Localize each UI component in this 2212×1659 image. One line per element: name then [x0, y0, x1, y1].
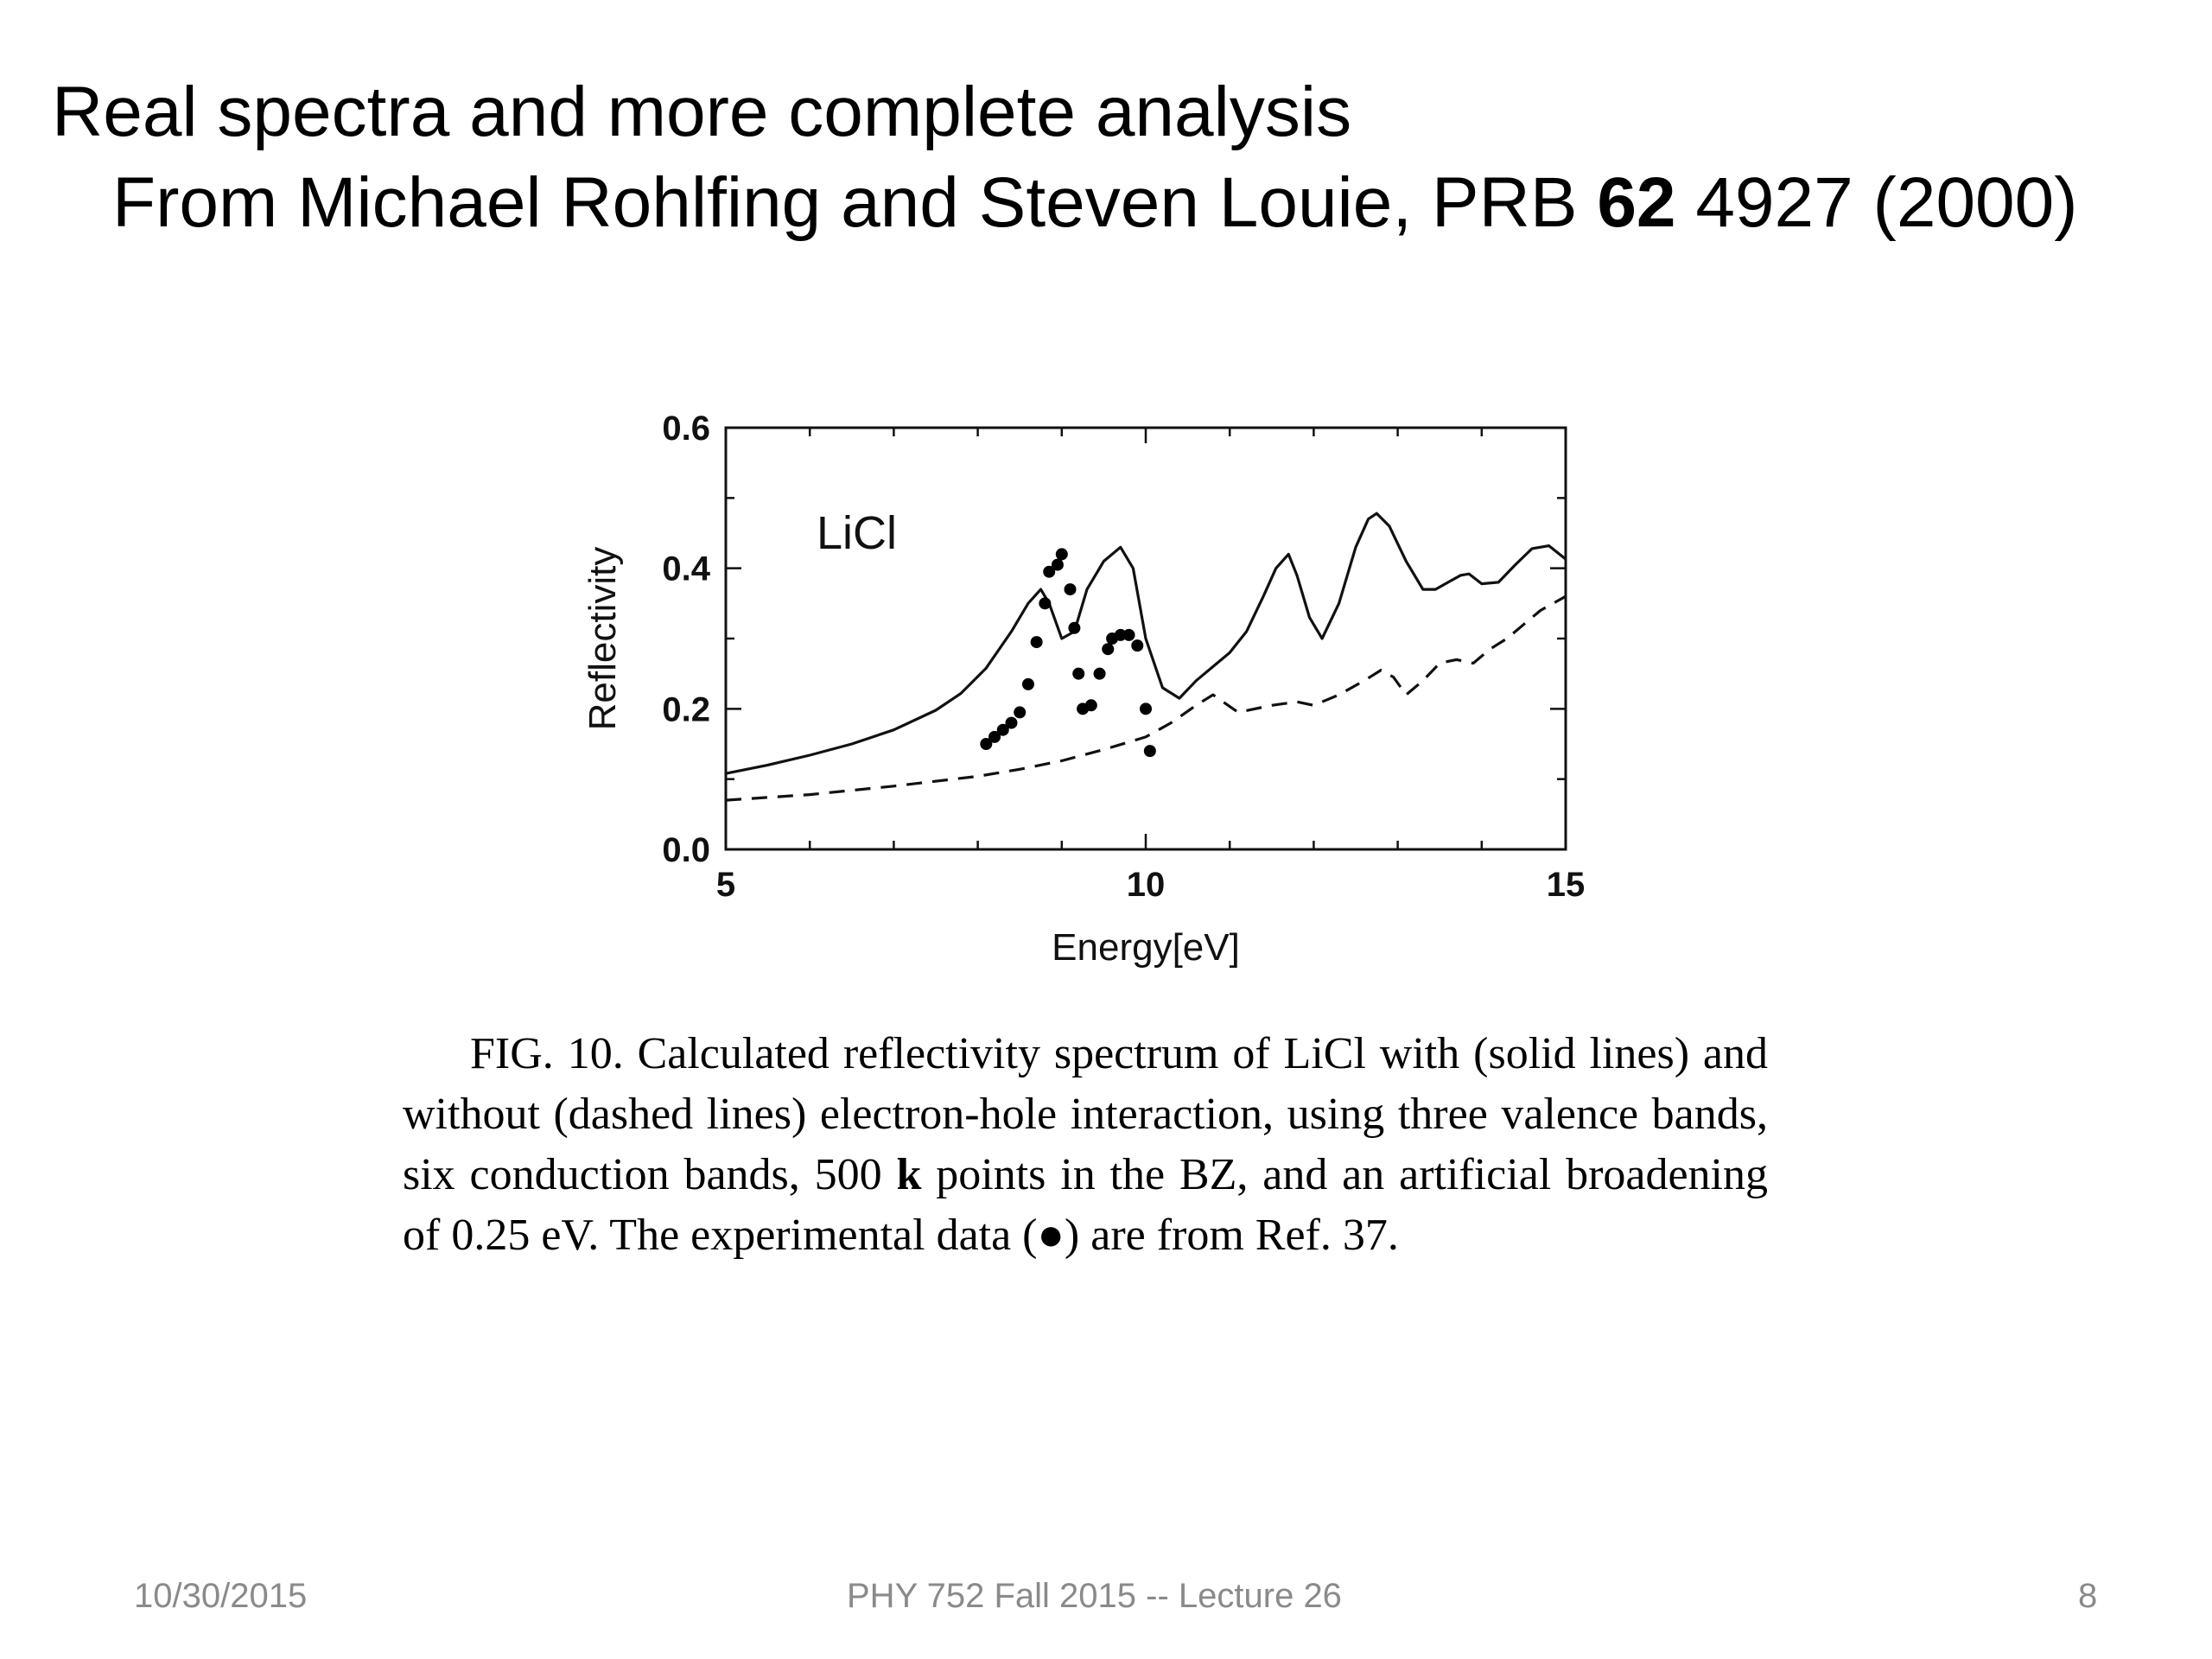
experimental-data-point: [1144, 745, 1156, 757]
y-tick-label: 0.4: [662, 550, 710, 588]
y-tick-label: 0.0: [662, 831, 710, 869]
experimental-data-point: [1005, 717, 1017, 729]
solid-series-line: [726, 513, 1566, 773]
experimental-data-point: [1085, 699, 1097, 711]
x-tick-label: 10: [1126, 866, 1166, 904]
experimental-data-point: [1115, 629, 1127, 641]
experimental-data-point: [1102, 643, 1114, 655]
caption-bold-k: k: [896, 1150, 922, 1199]
material-label: LiCl: [817, 507, 898, 559]
caption-text-3: ) are from Ref. 37.: [1064, 1211, 1399, 1260]
footer-course: PHY 752 Fall 2015 -- Lecture 26: [847, 1577, 1342, 1615]
experimental-data-point: [997, 724, 1009, 736]
footer-page-number: 8: [2078, 1577, 2098, 1615]
experimental-data-point: [1056, 548, 1068, 560]
slide-title-line1: Real spectra and more complete analysis: [52, 73, 1352, 151]
y-tick-label: 0.2: [662, 690, 710, 729]
experimental-data-point: [1072, 668, 1084, 680]
figure-caption: [403, 1024, 1768, 1266]
caption-marker: ●: [1037, 1211, 1065, 1260]
citation-volume: 62: [1597, 163, 1676, 242]
citation-pages-year: 4927 (2000): [1675, 163, 2078, 242]
experimental-data-point: [980, 738, 992, 750]
experimental-data-point: [1094, 668, 1106, 680]
caption-text-1: FIG. 10. Calculated reflectivity spectrum of LiCl with (solid lines) and without (dashed lines) electron-hole interaction, using three valence bands, six conduction bands, 500: [403, 1029, 1768, 1199]
x-tick-label: 5: [715, 866, 736, 904]
experimental-data-point: [1039, 597, 1051, 609]
experimental-data-point: [1052, 559, 1064, 571]
x-tick-label: 15: [1546, 866, 1586, 904]
experimental-data-point: [1068, 622, 1080, 634]
plot-layer: [662, 410, 1585, 904]
y-axis-label: Reflectivity: [582, 546, 624, 731]
x-axis-label: Energy[eV]: [1052, 926, 1240, 969]
experimental-data-point: [1065, 583, 1077, 595]
experimental-data-point: [1022, 678, 1034, 690]
plot-frame: [726, 428, 1566, 849]
y-tick-label: 0.6: [662, 410, 710, 448]
experimental-data-point: [1140, 702, 1152, 715]
slide-title-line2: [112, 160, 2078, 246]
experimental-data-point: [1077, 702, 1089, 715]
experimental-data-point: [1131, 639, 1143, 652]
caption-text-2: points in the BZ, and an artificial broadening of 0.25 eV. The experimental data (: [403, 1150, 1768, 1260]
citation-authors: From Michael Rohlfing and Steven Louie, PRB: [112, 163, 1598, 242]
footer-date: 10/30/2015: [134, 1577, 308, 1615]
experimental-data-point: [1123, 629, 1135, 641]
experimental-data-point: [1106, 632, 1118, 645]
experimental-data-point: [1031, 636, 1043, 648]
experimental-data-point: [1043, 566, 1055, 578]
experimental-data-point: [1014, 706, 1026, 718]
dashed-series-line: [726, 596, 1566, 800]
experimental-data-point: [988, 731, 1001, 743]
